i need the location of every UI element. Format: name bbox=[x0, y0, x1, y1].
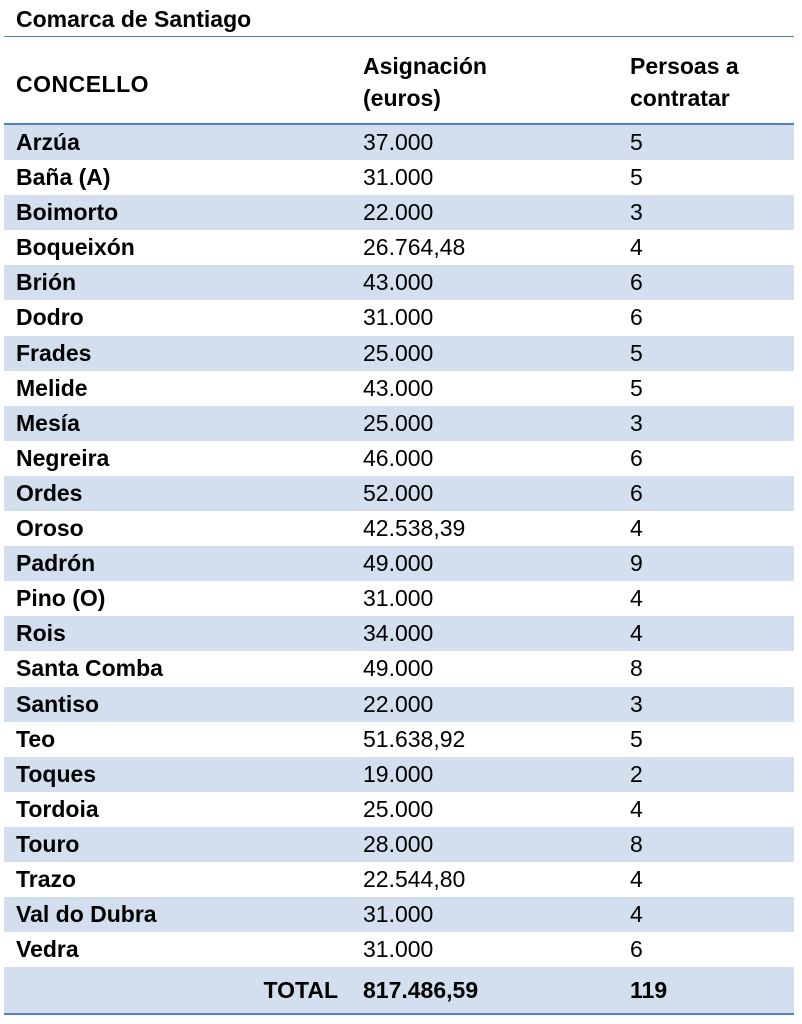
cell-persoas: 5 bbox=[630, 339, 643, 366]
cell-concello: Pino (O) bbox=[16, 585, 106, 612]
header-persoas-line2: contratar bbox=[630, 85, 730, 111]
cell-concello: Dodro bbox=[16, 304, 84, 331]
cell-asignacion: 22.000 bbox=[363, 199, 434, 226]
table-row bbox=[4, 300, 794, 335]
cell-persoas: 6 bbox=[630, 304, 643, 331]
table-row bbox=[4, 687, 794, 722]
cell-asignacion: 25.000 bbox=[363, 409, 434, 436]
cell-concello: Trazo bbox=[16, 865, 77, 892]
cell-asignacion: 22.544,80 bbox=[363, 865, 466, 892]
cell-asignacion: 31.000 bbox=[363, 585, 434, 612]
cell-concello: Vedra bbox=[16, 936, 79, 963]
table-row bbox=[4, 371, 794, 406]
table-row bbox=[4, 160, 794, 195]
cell-asignacion: 26.764,48 bbox=[363, 234, 466, 261]
table-title: Comarca de Santiago bbox=[16, 6, 252, 32]
cell-concello: Padrón bbox=[16, 550, 96, 577]
cell-persoas: 4 bbox=[630, 234, 643, 261]
cell-persoas: 4 bbox=[630, 795, 643, 822]
cell-concello: Boqueixón bbox=[16, 234, 135, 261]
header-concello: CONCELLO bbox=[16, 71, 150, 97]
cell-asignacion: 49.000 bbox=[363, 655, 434, 682]
cell-persoas: 4 bbox=[630, 901, 643, 928]
total-row bbox=[4, 967, 794, 1013]
table-row bbox=[4, 897, 794, 932]
table-row bbox=[4, 195, 794, 230]
cell-persoas: 4 bbox=[630, 585, 643, 612]
table-row bbox=[4, 932, 794, 967]
cell-concello: Santiso bbox=[16, 690, 100, 717]
cell-asignacion: 34.000 bbox=[363, 620, 434, 647]
cell-persoas: 9 bbox=[630, 550, 643, 577]
cell-persoas: 6 bbox=[630, 479, 643, 506]
cell-persoas: 5 bbox=[630, 725, 643, 752]
table-row bbox=[4, 862, 794, 897]
table-row bbox=[4, 722, 794, 757]
cell-asignacion: 43.000 bbox=[363, 374, 434, 401]
total-label: TOTAL bbox=[263, 977, 338, 1003]
cell-concello: Oroso bbox=[16, 515, 84, 542]
cell-concello: Frades bbox=[16, 339, 92, 366]
cell-asignacion: 46.000 bbox=[363, 444, 434, 471]
table-row bbox=[4, 581, 794, 616]
cell-concello: Santa Comba bbox=[16, 655, 163, 682]
table-row bbox=[4, 651, 794, 686]
table-row bbox=[4, 546, 794, 581]
cell-persoas: 3 bbox=[630, 409, 643, 436]
table-row bbox=[4, 125, 794, 160]
cell-persoas: 6 bbox=[630, 269, 643, 296]
header-asignacion-line2: (euros) bbox=[363, 85, 441, 111]
total-asignacion: 817.486,59 bbox=[363, 977, 479, 1003]
cell-persoas: 2 bbox=[630, 760, 643, 787]
cell-concello: Rois bbox=[16, 620, 66, 647]
cell-asignacion: 51.638,92 bbox=[363, 725, 466, 752]
cell-persoas: 8 bbox=[630, 655, 643, 682]
header-asignacion-line1: Asignación bbox=[363, 53, 487, 79]
cell-persoas: 4 bbox=[630, 865, 643, 892]
header-asignacion bbox=[363, 50, 563, 114]
table-row bbox=[4, 792, 794, 827]
header-persoas-line1: Persoas a bbox=[630, 53, 739, 79]
cell-asignacion: 31.000 bbox=[363, 304, 434, 331]
cell-asignacion: 31.000 bbox=[363, 164, 434, 191]
cell-persoas: 8 bbox=[630, 830, 643, 857]
cell-concello: Touro bbox=[16, 830, 80, 857]
cell-concello: Val do Dubra bbox=[16, 901, 157, 928]
cell-asignacion: 42.538,39 bbox=[363, 515, 466, 542]
table-row bbox=[4, 230, 794, 265]
cell-concello: Brión bbox=[16, 269, 77, 296]
cell-persoas: 4 bbox=[630, 515, 643, 542]
cell-persoas: 5 bbox=[630, 129, 643, 155]
cell-asignacion: 25.000 bbox=[363, 339, 434, 366]
cell-persoas: 4 bbox=[630, 620, 643, 647]
cell-asignacion: 52.000 bbox=[363, 479, 434, 506]
cell-concello: Tordoia bbox=[16, 795, 99, 822]
cell-concello: Arzúa bbox=[16, 129, 80, 155]
table-header bbox=[4, 37, 794, 123]
table-row bbox=[4, 441, 794, 476]
cell-asignacion: 31.000 bbox=[363, 901, 434, 928]
cell-persoas: 6 bbox=[630, 936, 643, 963]
total-persoas: 119 bbox=[630, 977, 668, 1003]
cell-concello: Melide bbox=[16, 374, 88, 401]
header-persoas bbox=[630, 50, 790, 114]
bottom-divider bbox=[4, 1013, 794, 1015]
cell-concello: Baña (A) bbox=[16, 164, 111, 191]
cell-asignacion: 49.000 bbox=[363, 550, 434, 577]
cell-persoas: 6 bbox=[630, 444, 643, 471]
table-row bbox=[4, 336, 794, 371]
cell-asignacion: 37.000 bbox=[363, 129, 434, 155]
cell-concello: Toques bbox=[16, 760, 97, 787]
cell-asignacion: 28.000 bbox=[363, 830, 434, 857]
table-row bbox=[4, 476, 794, 511]
cell-persoas: 3 bbox=[630, 199, 643, 226]
cell-concello: Mesía bbox=[16, 409, 80, 436]
cell-persoas: 3 bbox=[630, 690, 643, 717]
table-row bbox=[4, 827, 794, 862]
table-row bbox=[4, 406, 794, 441]
cell-asignacion: 19.000 bbox=[363, 760, 434, 787]
table-row bbox=[4, 757, 794, 792]
cell-persoas: 5 bbox=[630, 374, 643, 401]
cell-persoas: 5 bbox=[630, 164, 643, 191]
cell-concello: Teo bbox=[16, 725, 56, 752]
cell-asignacion: 22.000 bbox=[363, 690, 434, 717]
cell-concello: Boimorto bbox=[16, 199, 119, 226]
table-row bbox=[4, 265, 794, 300]
cell-asignacion: 31.000 bbox=[363, 936, 434, 963]
table-row bbox=[4, 616, 794, 651]
table-body bbox=[4, 125, 794, 967]
cell-asignacion: 43.000 bbox=[363, 269, 434, 296]
cell-concello: Negreira bbox=[16, 444, 110, 471]
table-row bbox=[4, 511, 794, 546]
cell-concello: Ordes bbox=[16, 479, 83, 506]
cell-asignacion: 25.000 bbox=[363, 795, 434, 822]
